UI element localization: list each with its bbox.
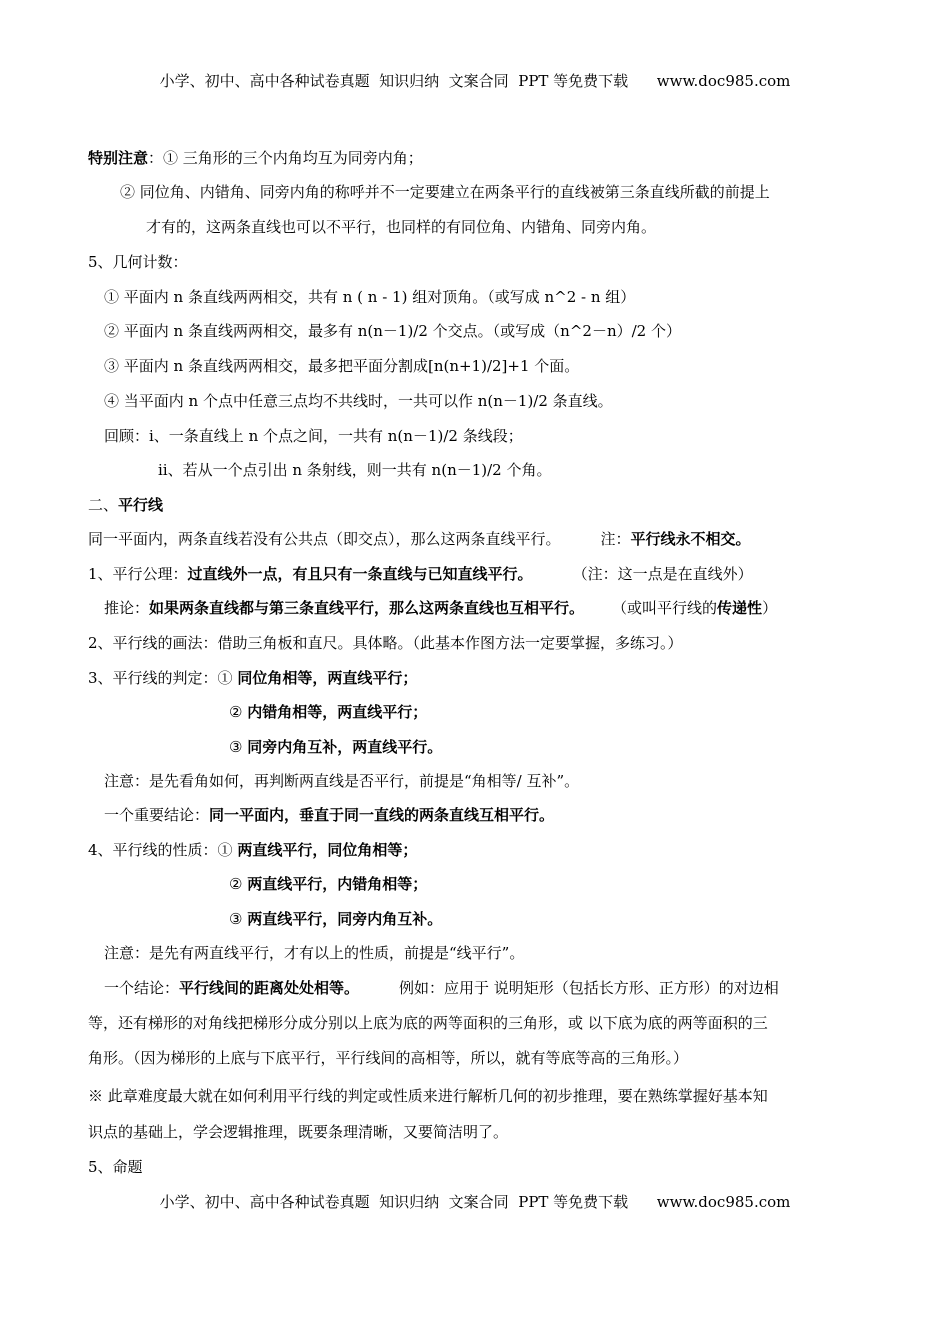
parallel-definition: 同一平面内，两条直线若没有公共点（即交点），那么这两条直线平行。 注：平行线永不相交。 (88, 530, 751, 548)
chapter-remark-2: 识点的基础上，学会逻辑推理，既要条理清晰，又要简洁明了。 (88, 1123, 509, 1141)
chapter-remark-1: ※ 此章难度最大就在如何利用平行线的判定或性质来进行解析几何的初步推理，要在熟练掌握好基本知 (88, 1087, 768, 1105)
distance-conclusion-cont-1: 等，还有梯形的对角线把梯形分成分别以上底为底的两等面积的三角形，或 以下底为底的两等面积的三 (88, 1014, 768, 1032)
section-geometry-count: 5、几何计数： (88, 253, 188, 271)
page-footer: 小学、初中、高中各种试卷真题 知识归纳 文案合同 PPT 等免费下载 www.doc985.com (159, 1193, 791, 1211)
parallel-property-2: ② 两直线平行，内错角相等； (229, 875, 428, 893)
distance-conclusion-cont-2: 角形。（因为梯形的上底与下底平行，平行线间的高相等，所以，就有等底等高的三角形。） (88, 1049, 689, 1067)
special-note-line-3: 才有的，这两条直线也可以不平行，也同样的有同位角、内错角、同旁内角。 (146, 218, 657, 236)
distance-conclusion: 一个结论：平行线间的距离处处相等。 例如：应用于 说明矩形（包括长方形、正方形）的对边相 (104, 979, 779, 997)
parallel-drawing: 2、平行线的画法：借助三角板和直尺。具体略。（此基本作图方法一定要掌握，多练习。） (88, 634, 683, 652)
special-note-label: 特别注意 (88, 149, 149, 167)
section-proposition: 5、命题 (88, 1158, 143, 1176)
parallel-property-1: 4、平行线的性质：① 两直线平行，同位角相等； (88, 841, 418, 859)
property-note: 注意：是先有两直线平行，才有以上的性质，前提是“线平行”。 (104, 944, 525, 962)
count-item-1: ① 平面内 n 条直线两两相交，共有 n ( n - 1) 组对顶角。（或写成 n^2 - n 组） (104, 288, 636, 306)
special-note-line-1: 特别注意：① 三角形的三个内角均互为同旁内角； (88, 149, 423, 167)
count-item-3: ③ 平面内 n 条直线两两相交，最多把平面分割成[n(n+1)/2]+1 个面。 (104, 357, 580, 375)
review-item-2: ⅱ、若从一个点引出 n 条射线，则一共有 n(n－1)/2 个角。 (158, 461, 552, 479)
important-conclusion: 一个重要结论：同一平面内，垂直于同一直线的两条直线互相平行。 (104, 806, 555, 824)
review-item-1: 回顾：ⅰ、一条直线上 n 个点之间，一共有 n(n－1)/2 条线段； (104, 427, 523, 445)
special-note-line-2: ② 同位角、内错角、同旁内角的称呼并不一定要建立在两条平行的直线被第三条直线所截的前提上 (120, 183, 770, 201)
page-header: 小学、初中、高中各种试卷真题 知识归纳 文案合同 PPT 等免费下载 www.doc985.com (159, 72, 791, 90)
parallel-criteria-2: ② 内错角相等，两直线平行； (229, 703, 428, 721)
criteria-note: 注意：是先看角如何，再判断两直线是否平行，前提是“角相等/ 互补”。 (104, 772, 580, 790)
parallel-axiom: 1、平行公理：过直线外一点，有且只有一条直线与已知直线平行。 （注：这一点是在直线外） (88, 565, 753, 583)
parallel-corollary: 推论：如果两条直线都与第三条直线平行，那么这两条直线也互相平行。 （或叫平行线的传递性） (104, 599, 778, 617)
section-parallel-lines: 二、平行线 (88, 496, 164, 514)
parallel-property-3: ③ 两直线平行，同旁内角互补。 (229, 910, 443, 928)
count-item-2: ② 平面内 n 条直线两两相交，最多有 n(n－1)/2 个交点。（或写成（n^2－n）/2 个） (104, 322, 681, 340)
parallel-criteria-1: 3、平行线的判定：① 同位角相等，两直线平行； (88, 669, 418, 687)
count-item-4: ④ 当平面内 n 个点中任意三点均不共线时，一共可以作 n(n－1)/2 条直线。 (104, 392, 613, 410)
parallel-criteria-3: ③ 同旁内角互补，两直线平行。 (229, 738, 443, 756)
